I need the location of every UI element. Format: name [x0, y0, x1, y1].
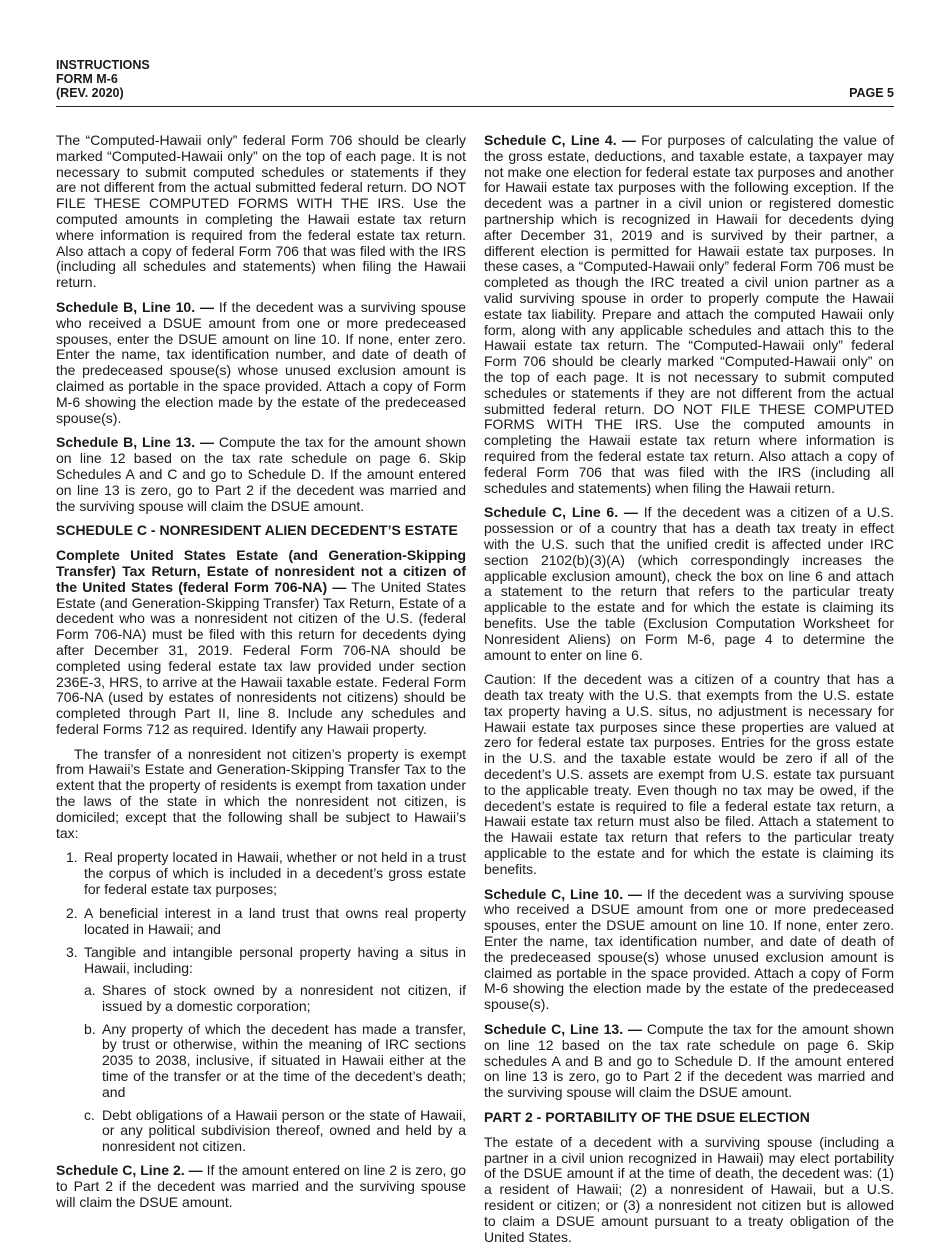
item-text: Shares of stock owned by a nonresident not citizen, if issued by a domestic corporation; [102, 982, 466, 1014]
section-title: Schedule C, Line 4. — [484, 132, 636, 148]
schedule-b-line-13 [56, 435, 466, 514]
computed-hawaii-paragraph: The “Computed-Hawaii only” federal Form 706 should be clearly marked “Computed-Hawaii only” on the top of each page. It is not necessary to submit computed schedules or statements if they are not different from the actual submitted federal return. DO NOT FILE THESE COMPUTED FORMS WITH THE IRS. Use the computed amounts in completing the Hawaii estate tax return where information is required from the federal estate tax return. Also attach a copy of federal Form 706 that was filed with the IRS (including all schedules and statements) when filing the Hawaii return. [56, 132, 466, 291]
section-title: Schedule B, Line 13. — [56, 434, 214, 451]
sublist-item [84, 983, 466, 1015]
section-text: Compute the tax for the amount shown on line 12 based on the tax rate schedule on page 6. Skip schedules A and B and go to Schedule D. If the amount entered on line 13 is zero, go to Part 2 if the decedent was married and the surviving spouse will claim the DSUE amount. [484, 1021, 895, 1101]
part-2-heading: PART 2 - PORTABILITY OF THE DSUE ELECTION [484, 1109, 810, 1126]
section-title: Schedule C, Line 6. — [484, 504, 638, 521]
item-text: Debt obligations of a Hawaii person or the state of Hawaii, or any political subdivision thereof, owned and held by a nonresident not citizen. [102, 1106, 466, 1155]
section-title: Schedule B, Line 10. — [56, 298, 214, 315]
form-706na-paragraph [56, 548, 466, 738]
page-header [56, 58, 894, 107]
schedule-c-line-6 [484, 505, 894, 663]
header-revision: (REV. 2020) [56, 86, 124, 100]
item-letter: c. [84, 1106, 95, 1123]
section-text: If the decedent was a surviving spouse who received a DSUE amount from one or more predeceased spouses, enter the DSUE amount on line 10. If none, enter zero. Enter the name, tax identification number, and date of death of the predeceased spouse(s) whose unused exclusion amount is claimed as portable in the space provided. Attach a copy of Form M-6 showing the election made by the estate of the predeceased spouse(s). [56, 298, 466, 426]
part-2-paragraph: The estate of a decedent with a surviving spouse (including a partner in a civil union recognized in Hawaii) may elect portability of the DSUE amount if at the time of death, the decedent was: (1) a resident of Hawaii; (2) a nonresident of Hawaii, but a U.S. resident or citizen; or (3) a nonresident not citizen but is allowed to claim a DSUE amount pursuant to a treaty obligation of the United States. [484, 1133, 894, 1245]
schedule-c-line-13 [484, 1022, 894, 1101]
item-text: Tangible and intangible personal property having a situs in Hawaii, including: [84, 944, 466, 977]
schedule-c-line-4 [484, 133, 894, 496]
item-text: A beneficial interest in a land trust that owns real property located in Hawaii; and [84, 904, 466, 937]
section-text: If the amount entered on line 2 is zero, go to Part 2 if the decedent was married and the surviving spouse will claim the DSUE amount. [56, 1162, 466, 1210]
item-letter: a. [84, 982, 96, 999]
header-form-number: FORM M-6 [56, 72, 118, 86]
schedule-c-line-2 [56, 1163, 466, 1210]
sublist-item [84, 1022, 466, 1101]
section-text: If the decedent was a surviving spouse who received a DSUE amount from one or more predeceased spouses, enter the DSUE amount on line 10. If none, enter zero. Enter the name, tax identification number, and date of death of the predeceased spouse(s) whose unused exclusion amount is claimed as portable in the space provided. Attach a copy of Form M-6 showing the election made by the estate of the predeceased spouse(s). [484, 885, 894, 1013]
section-title: Complete United States Estate (and Generation-Skipping Transfer) Tax Return, Estate of nonresident not a citizen of the United States (federal Form 706-NA) — [56, 547, 466, 595]
item-number: 1. [66, 849, 78, 866]
section-text: For purposes of calculating the value of the gross estate, deductions, and taxable estate, a taxpayer may not make one election for federal estate tax purposes and another for Hawaii estate tax purposes with the following exception. If the decedent was a partner in a civil union or registered domestic partnership which is recognized in Hawaii for decedents dying after December 31, 2019 and is survived by their partner, a different election is permitted for Hawaii estate tax purposes. In these cases, a “Computed-Hawaii only” federal Form 706 must be completed as though the IRC treated a civil union partner as a valid surviving spouse in order to properly compute the Hawaii estate tax liability. Prepare and attach the computed Hawaii only form, along with any applicable schedules and attach this to the Hawaii estate tax return. The “Computed-Hawaii only” federal Form 706 should be clearly marked “Computed-Hawaii only” on the top of each page. It is not necessary to submit computed schedules or statements if they are not different from the actual submitted federal return. DO NOT FILE THESE COMPUTED FORMS WITH THE IRS. Use the computed amounts in completing the Hawaii estate tax return where information is required from the federal estate tax return. Also attach a copy of federal Form 706 that was filed with the IRS (including all schedules and statements) when filing the Hawaii return. [484, 132, 894, 496]
item-number: 3. [66, 944, 78, 961]
caution-paragraph: Caution: If the decedent was a citizen of a country that has a death tax treaty with the U.S. that exempts from the U.S. estate tax property having a U.S. situs, no adjustment is necessary for Hawaii estate tax purposes since these properties are valued at zero for federal estate tax purposes. Entries for the gross estate in the U.S. and the taxable estate would be zero if all of the decedent’s U.S. assets are exempt from U.S. estate tax pursuant to the applicable treaty. Even though no tax may be owed, if the decedent’s estate is required to file a federal estate tax return, a Hawaii estate tax return must also be filed. Attach a statement to the Hawaii estate tax return that refers to the particular treaty applicable to the estate and for which the estate is claiming its benefits. [484, 671, 894, 877]
section-text: If the decedent was a citizen of a U.S. possession or of a country that has a death tax treaty in effect with the U.S. such that the unified credit is affected under IRC section 2102(b)(3)(A) (which correspondingly increases the applicable exclusion amount), check the box on line 6 and attach a statement to the return that refers to the particular treaty applicable to the estate and for which the estate is claiming its benefits. Use the table (Exclusion Computation Worksheet for Nonresident Aliens) on Form M-6, page 4 to determine the amount to enter on line 6. [484, 504, 894, 663]
page-number: PAGE 5 [849, 86, 894, 100]
section-text: The United States Estate (and Generation-Skipping Transfer) Tax Return, Estate of a decedent who was a nonresident not citizen of the U.S. (federal Form 706-NA) must be filed with this return for decedents dying after December 31, 2019. Federal Form 706-NA should be completed using federal estate tax law provided under section 236E-3, HRS, to arrive at the Hawaii taxable estate. Federal Form 706-NA (used by estates of nonresidents not citizens) should be completed through Part II, line 8. Include any schedules and federal Forms 712 as required. Identify any Hawaii property. [56, 578, 466, 737]
item-letter: b. [84, 1020, 96, 1037]
section-title: Schedule C, Line 10. — [484, 885, 642, 902]
item-number: 2. [66, 904, 78, 921]
section-text: Compute the tax for the amount shown on line 12 based on the tax rate schedule on page 6. Skip Schedules A and C and go to Schedule D. If the amount entered on line 13 is zero, go to Part 2 if the decedent was married and the surviving spouse will claim the DSUE amount. [56, 434, 467, 514]
item-text: Real property located in Hawaii, whether or not held in a trust the corpus of which is included in a decedent’s gross estate for federal estate tax purposes; [84, 849, 466, 898]
personal-property-sublist [84, 983, 466, 1155]
list-item [56, 906, 466, 938]
list-item [56, 850, 466, 897]
section-title: Schedule C, Line 13. — [484, 1021, 642, 1038]
header-instructions: INSTRUCTIONS [56, 58, 150, 72]
schedule-c-heading: SCHEDULE C - NONRESIDENT ALIEN DECEDENT’S ESTATE [56, 522, 458, 539]
transfer-exemption-paragraph: The transfer of a nonresident not citizen’s property is exempt from Hawaii’s Estate and Generation-Skipping Transfer Tax to the extent that the property of residents is exempt from taxation under the laws of the state in which the nonresident not citizen, is domiciled; except that the following shall be subject to Hawaii’s tax: [56, 745, 466, 841]
taxable-property-list [56, 850, 466, 1155]
left-column [56, 133, 466, 1219]
right-column [484, 133, 894, 1254]
form-identifier [56, 58, 150, 100]
list-item [56, 945, 466, 1155]
section-title: Schedule C, Line 2. — [56, 1162, 203, 1179]
schedule-b-line-10 [56, 300, 466, 426]
sublist-item [84, 1108, 466, 1155]
schedule-c-line-10 [484, 887, 894, 1013]
item-text: Any property of which the decedent has made a transfer, by trust or otherwise, within the meaning of IRC sections 2035 to 2038, inclusive, if situated in Hawaii either at the time of the transfer or at the time of the decedent’s death; and [102, 1020, 466, 1100]
